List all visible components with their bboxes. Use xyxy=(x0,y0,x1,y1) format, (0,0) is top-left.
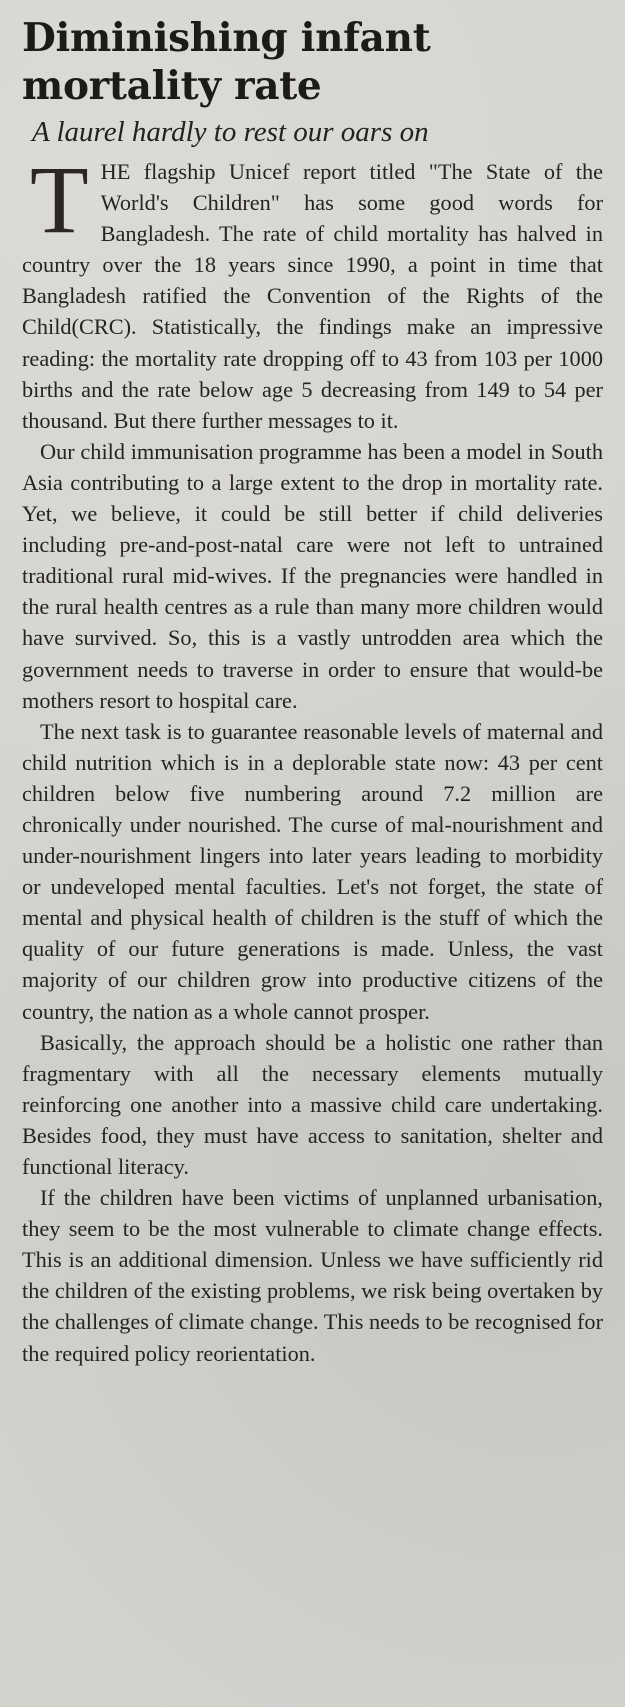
drop-cap: T xyxy=(30,146,89,253)
paragraph-5: If the children have been victims of unplanned urbanisation, they seem to be the most vulnerable to climate change effects. This is an additional dimension. Unless we have sufficiently rid the children of the existing problems, we risk being overtaken by the challenges of climate change. This needs to be recognised for the required policy reorientation. xyxy=(22,1185,603,1366)
paragraph-2: Our child immunisation programme has been a model in South Asia contributing to a large extent to the drop in mortality rate. Yet, we believe, it could be still better if child deliveries including pre-and-post-natal care were not left to untrained traditional rural mid-wives. If the pregnancies were handled in the rural health centres as a rule than many more children would have survived. So, this is a vastly untrodden area which the government needs to traverse in order to ensure that would-be mothers resort to hospital care. xyxy=(22,438,603,713)
subheading: A laurel hardly to rest our oars on xyxy=(32,116,429,148)
paragraph-4: Basically, the approach should be a holistic one rather than fragmentary with all the necessary elements mutually reinforcing one another into a massive child care undertaking. Besides food, they must have access to sanitation, shelter and functional literacy. xyxy=(22,1029,603,1179)
article-body xyxy=(22,146,603,1369)
paragraph-1 xyxy=(22,146,603,436)
headline xyxy=(22,14,603,110)
paragraph-1-text: HE flagship Unicef report titled "The State of the World's Children" has some good words for Bangladesh. The rate of child mortality has halved in country over the 18 years since 1990, a point in time that Bangladesh ratified the Convention of the Rights of the Child(CRC). Statistically, the findings make an impressive reading: the mortality rate dropping off to 43 from 103 per 1000 births and the rate below age 5 decreasing from 149 to 54 per thousand. But there further messages to it. xyxy=(22,159,603,433)
headline-line-2: mortality rate xyxy=(22,63,322,109)
headline-line-1: Diminishing infant xyxy=(22,15,431,61)
paragraph-3: The next task is to guarantee reasonable levels of maternal and child nutrition which is in a deplorable state now: 43 per cent children below five numbering around 7.2 million are chronically under nourished. The curse of mal-nourishment and under-nourishment lingers into later years leading to morbidity or undeveloped mental faculties. Let's not forget, the state of mental and physical health of children is the stuff of which the quality of our future generations is made. Unless, the vast majority of our children grow into productive citizens of the country, the nation as a whole cannot prosper. xyxy=(22,718,603,1024)
